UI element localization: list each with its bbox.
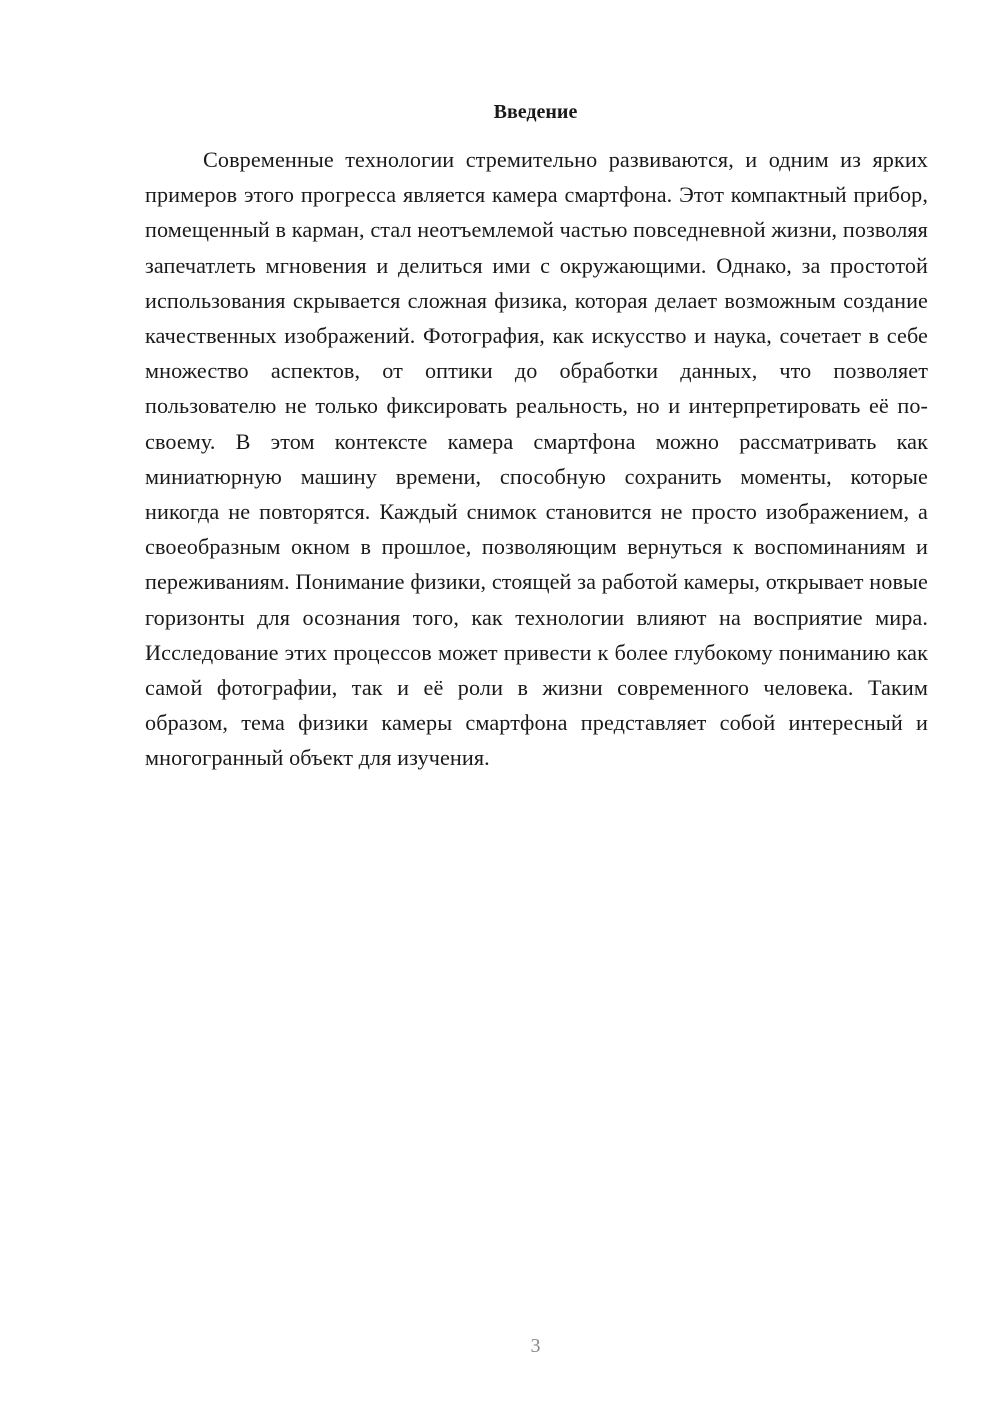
section-title: Введение xyxy=(493,101,578,123)
page-number: 3 xyxy=(530,1335,541,1357)
body-paragraph: Современные технологии стремительно развиваются, и одним из ярких примеров этого прогресса является камера смартфона. Этот компактный прибор, помещенный в карман, стал неотъемлемой частью повседневной жизни, позволяя запечатлеть мгновения и делиться ими с окружающими. Однако, за простотой использования скрывается сложная физика, которая делает возможным создание качественных изображений. Фотография, как искусство и наука, сочетает в себе множество аспектов, от оптики до обработки данных, что позволяет пользователю не только фиксировать реальность, но и интерпретировать её по-своему. В этом контексте камера смартфона можно рассматривать как миниатюрную машину времени, способную сохранить моменты, которые никогда не повторятся. Каждый снимок становится не просто изображением, а своеобразным окном в прошлое, позволяющим вернуться к воспоминаниям и переживаниям. Понимание физики, стоящей за работой камеры, открывает новые горизонты для осознания того, как технологии влияют на восприятие мира. Исследование этих процессов может привести к более глубокому пониманию как самой фотографии, так и её роли в жизни современного человека. Таким образом, тема физики камеры смартфона представляет собой интересный и многогранный объект для изучения. xyxy=(145,147,928,771)
